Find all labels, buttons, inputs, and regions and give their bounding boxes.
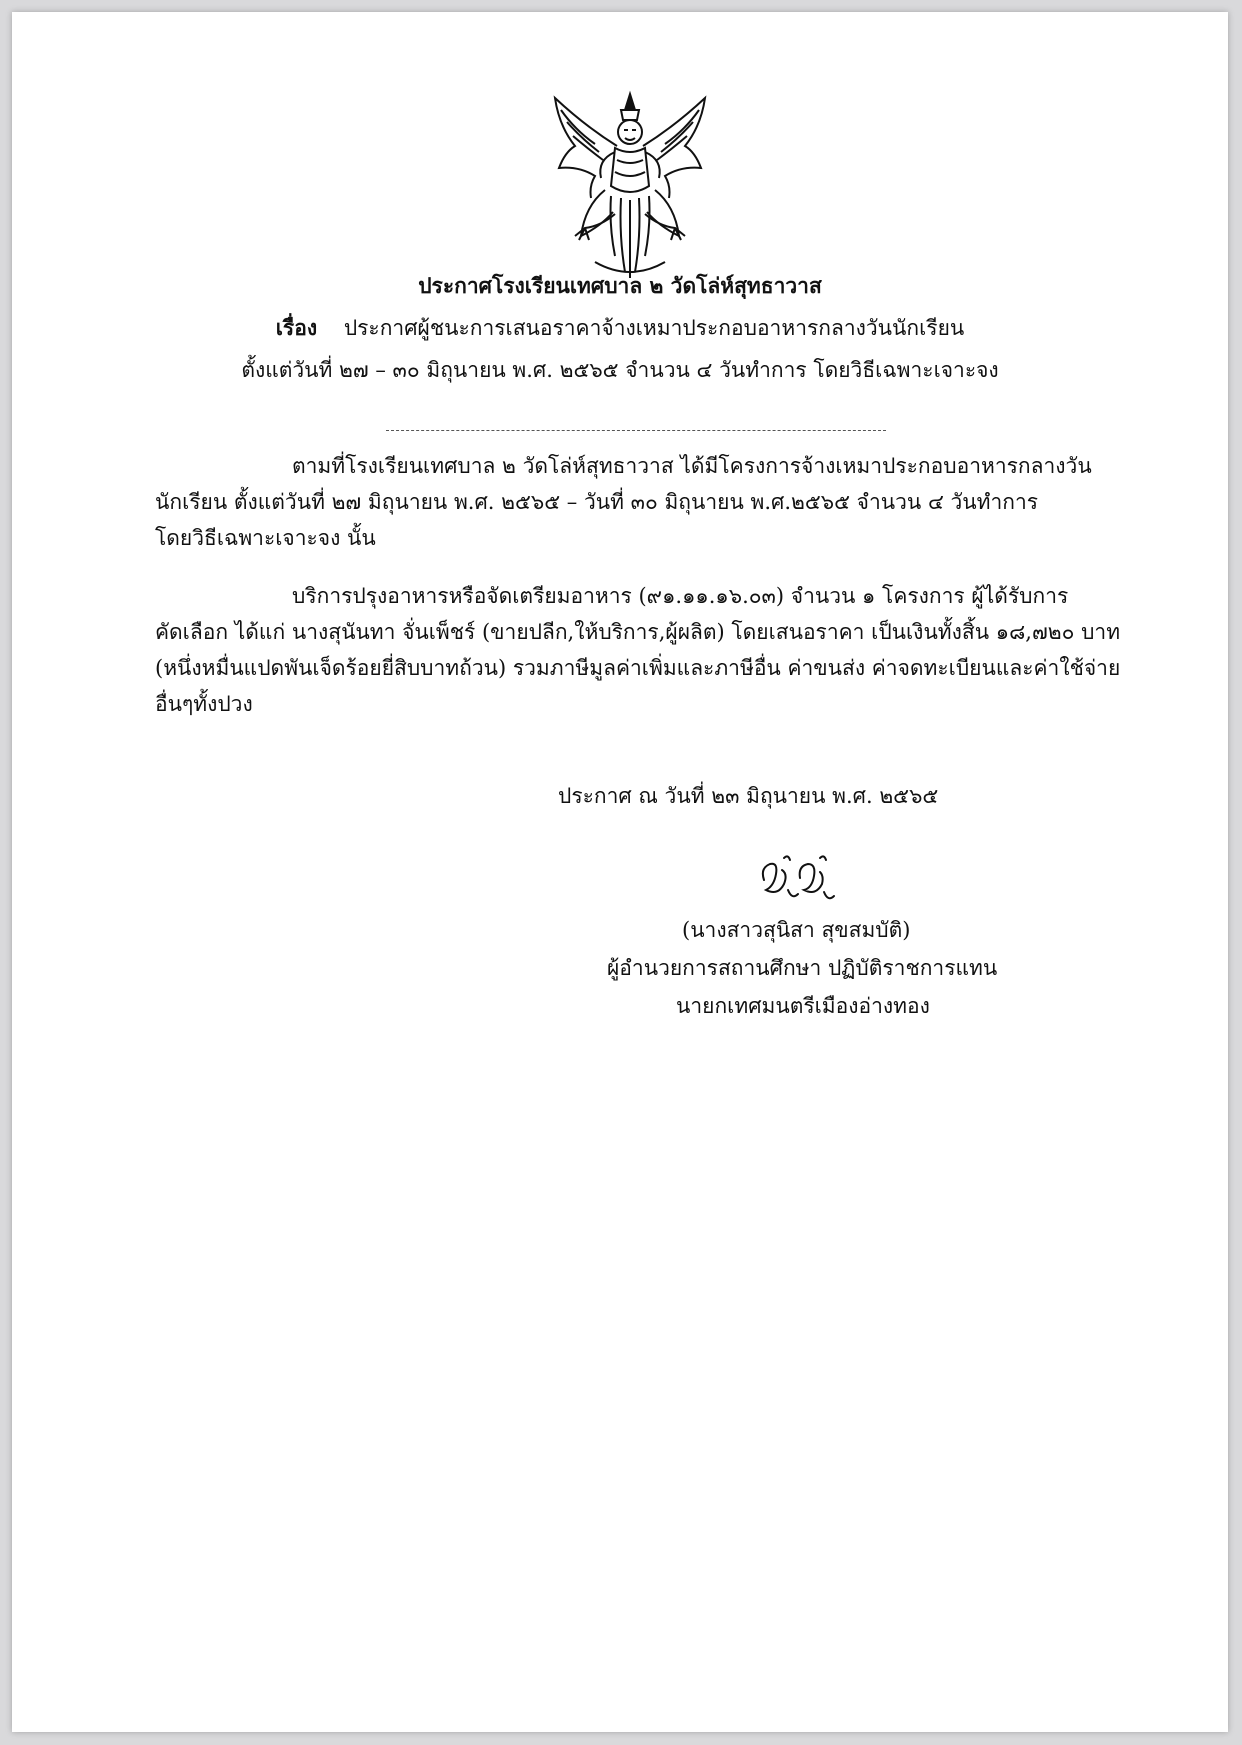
subject-line (12, 314, 1228, 342)
para2-line1: บริการปรุงอาหารหรือจัดเตรียมอาหาร (๙๑.๑๑.๑๖.๐๓) จำนวน ๑ โครงการ ผู้ได้รับการ (292, 584, 1069, 608)
document-title: ประกาศโรงเรียนเทศบาล ๒ วัดโล่ห์สุทธาวาส (418, 273, 822, 298)
announcement-date: ประกาศ ณ วันที่ ๒๓ มิถุนายน พ.ศ. ๒๕๖๕ (558, 784, 939, 808)
para2-line2: คัดเลือก ได้แก่ นางสุนันทา จั่นเพ็ชร์ (ขายปลีก,ให้บริการ,ผู้ผลิต) โดยเสนอราคา เป็นเงินทั้งสิ้น ๑๘,๗๒๐ บาท (155, 620, 1121, 644)
para1-line3: โดยวิธีเฉพาะเจาะจง นั้น (155, 526, 376, 550)
document-page (12, 12, 1228, 1732)
subject-label: เรื่อง (275, 315, 318, 340)
divider (386, 430, 886, 431)
para1-line1: ตามที่โรงเรียนเทศบาล ๒ วัดโล่ห์สุทธาวาส ได้มีโครงการจ้างเหมาประกอบอาหารกลางวัน (292, 454, 1092, 478)
subject-text: ประกาศผู้ชนะการเสนอราคาจ้างเหมาประกอบอาหารกลางวันนักเรียน (343, 316, 965, 340)
signer-position: ผู้อำนวยการสถานศึกษา ปฏิบัติราชการแทน (607, 956, 998, 980)
para2-line4: อื่นๆทั้งปวง (155, 692, 253, 716)
subject-line-2: ตั้งแต่วันที่ ๒๗ – ๓๐ มิถุนายน พ.ศ. ๒๕๖๕ จำนวน ๔ วันทำการ โดยวิธีเฉพาะเจาะจง (241, 358, 999, 382)
garuda-emblem-icon (545, 86, 715, 286)
para1-line2: นักเรียน ตั้งแต่วันที่ ๒๗ มิถุนายน พ.ศ. ๒๕๖๕ – วันที่ ๓๐ มิถุนายน พ.ศ.๒๕๖๕ จำนวน ๔ วันทำการ (155, 490, 1039, 514)
para2-line3: (หนึ่งหมื่นแปดพันเจ็ดร้อยยี่สิบบาทถ้วน) รวมภาษีมูลค่าเพิ่มและภาษีอื่น ค่าขนส่ง ค่าจดทะเบียนและค่าใช้จ่าย (155, 656, 1121, 680)
signer-name: (นางสาวสุนิสา สุขสมบัติ) (682, 918, 911, 942)
handwritten-signature (754, 850, 844, 908)
signer-position-2: นายกเทศมนตรีเมืองอ่างทอง (676, 994, 930, 1018)
